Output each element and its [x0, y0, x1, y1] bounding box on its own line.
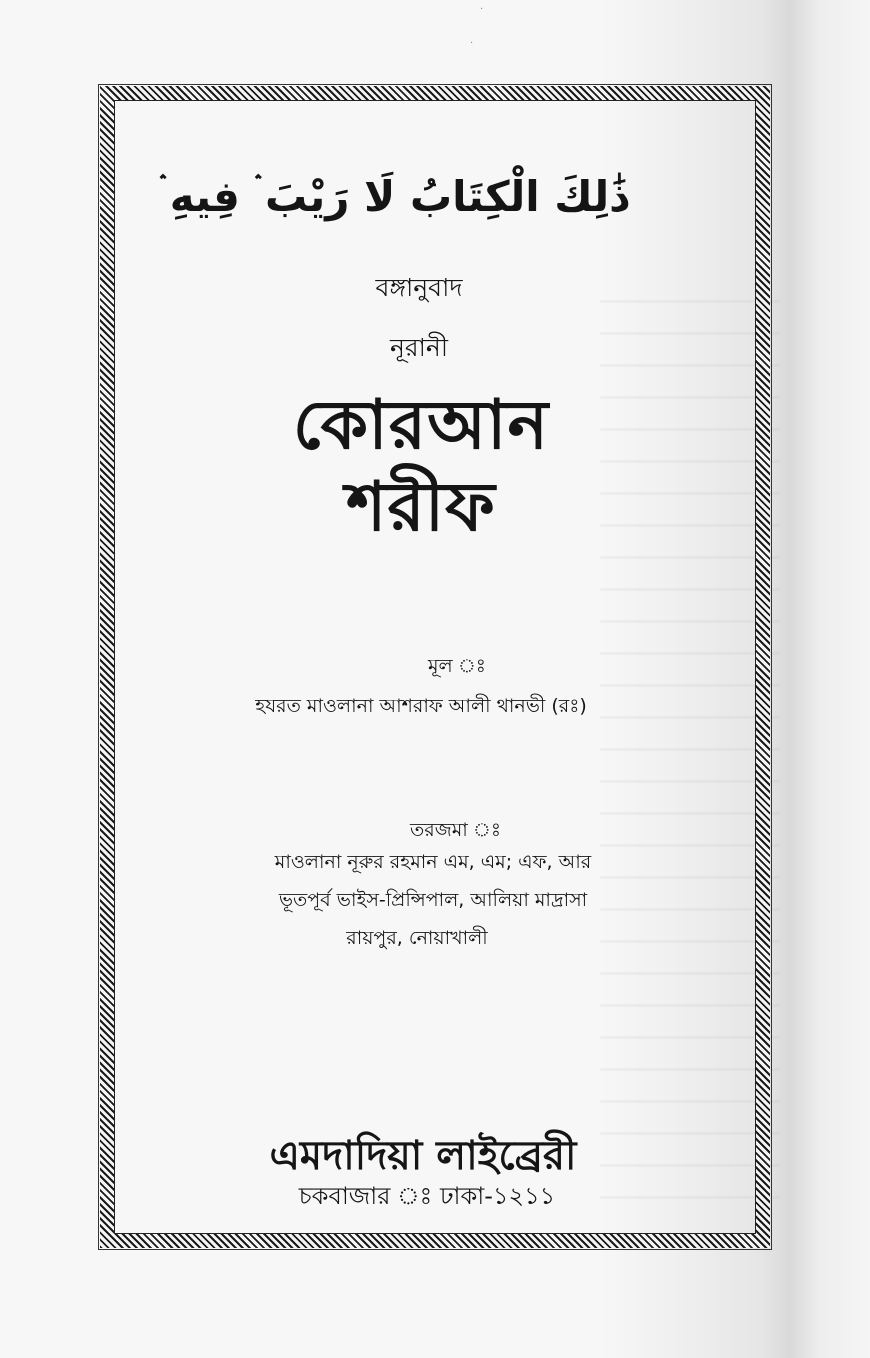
arabic-verse: ذَٰلِكَ الْكِتَابُ لَا رَيْبَ ۛ فِيهِ ۛ — [159, 172, 631, 221]
publisher-address: চকবাজার ঃ ঢাকা-১২১১ — [298, 1182, 556, 1210]
translator-location: রায়পুর, নোয়াখালী — [346, 927, 488, 949]
book-title-line1: কোরআন — [292, 386, 550, 465]
translator-label: তরজমা ঃ — [410, 819, 501, 841]
translation-label: বঙ্গানুবাদ — [375, 273, 463, 302]
scan-speck: · — [470, 38, 474, 49]
publisher-name: এমদাদিয়া লাইব্রেরী — [269, 1133, 577, 1179]
translator-name: মাওলানা নূরুর রহমান এম, এম; এফ, আর — [274, 851, 592, 873]
original-label: মূল ঃ — [428, 655, 486, 677]
book-title-line2: শরীফ — [346, 468, 496, 547]
title-page-content — [114, 100, 756, 1234]
edition-name: নূরানী — [390, 333, 448, 362]
original-author: হযরত মাওলানা আশরাফ আলী থানভী (রঃ) — [255, 695, 587, 717]
scan-speck: · — [480, 4, 484, 15]
translator-title: ভূতপূর্ব ভাইস-প্রিন্সিপাল, আলিয়া মাদ্রাসা — [278, 889, 588, 911]
